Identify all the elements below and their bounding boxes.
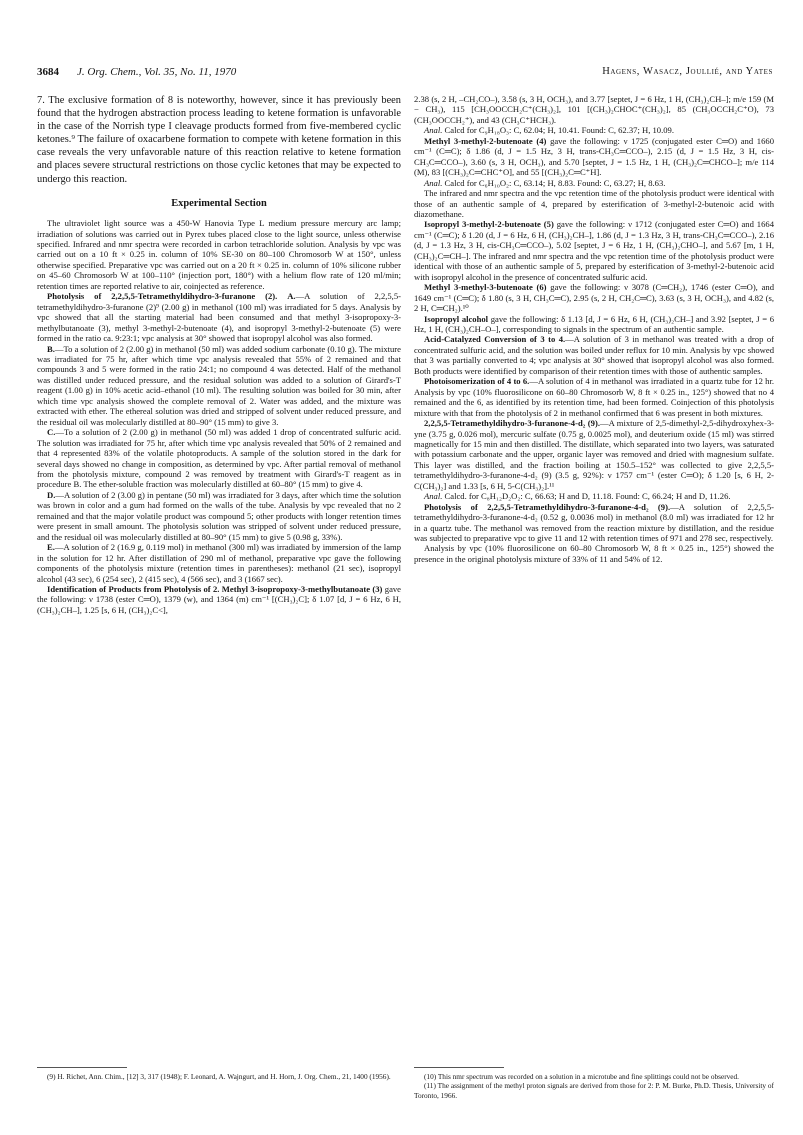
left-footnotes: [37, 1067, 401, 1081]
photoisomerization-heading: Photoisomerization of 4 to 6.: [424, 376, 530, 387]
identification-paragraph: [37, 584, 401, 615]
photolysis-9-paragraph: [414, 502, 774, 544]
acid-conversion-heading: Acid-Catalyzed Conversion of 3 to 4.: [424, 334, 566, 345]
procedure-c-paragraph: [37, 427, 401, 490]
compound-5-paragraph: [414, 219, 774, 282]
general-methods-paragraph: The ultraviolet light source was a 450-W Hanovia Type L medium pressure mercury arc lamp; irradiation of solutions was carried out in Pyrex tubes placed close to the light source, unless otherwise specified. Infrared and nmr spectra were recorded in carbon tetrachloride solution. Analysis by vpc was carried out on a 10 ft × 0.25 in. column of 10% SE-30 on 80–100 Chromosorb W at 150°, unless otherwise specified. Preparative vpc was carried out on a 20 ft × 0.25 in. column of 10% silicone rubber on 45–60 Chromosorb W at 100–110° (injection port, 180°) with a helium flow rate of 120 ml/min; retention times are reported relative to air, coinjected as reference.: [37, 218, 401, 291]
compound-6-heading: Methyl 3-methyl-3-butenoate (6): [424, 282, 547, 293]
anal-label: Anal.: [424, 125, 443, 136]
photolysis-9-heading: Photolysis of 2,2,5,5-Tetramethyldihydro-3-furanone-4-d₂ (9).: [424, 501, 671, 512]
footnote-rule: [37, 1067, 127, 1068]
deuterated-furanone-text: —A mixture of 2,5-dimethyl-2,5-dihydroxyhex-3-yne (3.75 g, 0.026 mol), mercuric sulfate (0.75 g, 0.0025 mol), and deuterium oxide (15 ml) was stirred magnetically for 15 min and then distilled. The distillate, which separated into two layers, was saturated with potassium carbonate and the upper, organic layer was removed and dried with magnesium sulfate. This layer was distilled, and the fraction boiling at 150.5–152° was collected to give 2,2,5,5-tetramethyldihydro-3-furanone-4-d₂ (9) (3.5 g, 92%): ν 1757 cm⁻¹ (ester C═O); δ 1.20 [s, 6 H, 2-C(CH₃)₂] and 1.33 [s, 6 H, 5-C(CH₃)₂].¹¹: [414, 418, 774, 491]
footnote-rule: [414, 1067, 504, 1068]
analysis-4-text: Calcd for C₆H₁₀O₂: C, 63.14; H, 8.83. Found: C, 63.27; H, 8.63.: [442, 177, 666, 188]
acid-conversion-paragraph: [414, 334, 774, 376]
procedure-d-paragraph: [37, 490, 401, 542]
compound-4-paragraph: [414, 136, 774, 178]
analysis-4-paragraph: [414, 178, 774, 188]
intro-paragraph: 7. The exclusive formation of 8 is noteworthy, however, since it has previously been found that the hydrogen abstraction process leading to ketene formation is unfavorable in the case of the Norrish type I cleavage products formed from five-membered cyclic ketones.⁹ The failure of oxacarbene formation to compete with ketene formation in this case reveals the very unfavorable nature of this reaction relative to ketene formation and places severe structural restrictions on those cyclic ketones that may be expected to undergo this reaction.: [37, 95, 401, 185]
isopropyl-alcohol-paragraph: [414, 314, 774, 335]
procedure-e-paragraph: [37, 542, 401, 584]
procedure-b-text: —To a solution of 2 (2.00 g) in methanol (50 ml) was added sodium carbonate (0.10 g). The mixture was irradiated for 75 hr, after which time vpc analysis revealed that 55% of 2 remained and that compounds 3 and 5 were formed in the ratio 24:1; no compound 4 was detected. Half of the methanol was distilled under reduced pressure, and the residual solution was added to a solution of Girard's-T reagent (1.00 g) in 10% acetic acid–ethanol (10 ml). The resulting solution was boiled for 30 min, after which time vpc analysis showed the complete removal of 2. Water was added, and the mixture was extracted with ether. The ethereal solution was dried and stripped of solvent under reduced pressure, and the residual oil was molecularly distilled at 80–90° (15 mm) to give 3.: [37, 343, 401, 427]
procedure-c-text: —To a solution of 2 (2.00 g) in methanol (50 ml) was added 1 drop of concentrated sulfuric acid. The solution was irradiated for 75 hr, after which time vpc analysis revealed that 50% of 2 remained and that 4 represented 83% of the volatile photoproducts. A sample of the solution stored in the dark for several days showed no change in composition, as determined by vpc. After partial removal of methanol from the photolysis mixture, compound 2 was removed by treatment with Girard's-T reagent as in procedure B. The ether-soluble fraction was molecularly distilled at 60–80° (15 mm) to give 4.: [37, 427, 401, 490]
identification-text: gave the following: ν 1738 (ester C═O), 1379 (w), and 1364 (m) cm⁻¹ [(CH₃)₂C]; δ 1.07 [d, J = 6 Hz, 6 H, (CH₃)₂CH–], 1.25 [s, 6 H, (CH₃)₂C<],: [37, 583, 401, 615]
deuterated-furanone-paragraph: [414, 418, 774, 491]
compound-5-heading: Isopropyl 3-methyl-2-butenoate (5): [424, 219, 554, 230]
running-authors: Hagens, Wasacz, Joullié, and Yates: [602, 66, 773, 77]
procedure-b-label: B.: [47, 343, 55, 354]
page-number: 3684: [37, 66, 59, 78]
left-column: [37, 94, 401, 615]
photoisomerization-paragraph: [414, 376, 774, 418]
photoisomerization-text: —A solution of 4 in methanol was irradiated in a quartz tube for 12 hr. Analysis by vpc (10% fluorosilicone on 60–80 Chromosorb W, 8 ft × 0.25 in., 125°) showed that no 4 remained and the 6, as identified by its retention time, had been formed. Coinjection of this photolysis mixture with that from the photolysis of 2 in methanol confirmed that 6 was present in both mixtures.: [414, 376, 775, 418]
identification-heading: Identification of Products from Photolysis of 2. Methyl 3-isopropoxy-3-methylbutanoate (3): [47, 583, 383, 594]
procedure-a-label: A.: [287, 291, 296, 302]
footnote-9: (9) H. Richet, Ann. Chim., [12] 3, 317 (1948); F. Leonard, A. Wajngurt, and H. Horn, J. Org. Chem., 21, 1400 (1956).: [47, 1072, 391, 1081]
isopropyl-alcohol-text: gave the following: δ 1.13 [d, J = 6 Hz, 6 H, (CH₃)₂CH–] and 3.92 [septet, J = 6 Hz, 1 H, (CH₃)₂CH–O–], corresponding to signals in the spectrum of an authentic sample.: [414, 313, 774, 334]
procedure-b-paragraph: [37, 344, 401, 428]
compound-4-heading: Methyl 3-methyl-2-butenoate (4): [424, 135, 547, 146]
analysis-9-text: Calcd. for C₈H₁₂D₂O₂: C, 66.63; H and D, 11.18. Found: C, 66.24; H and D, 11.26.: [442, 491, 731, 502]
compound-5-text: gave the following: ν 1712 (conjugated ester C═O) and 1664 cm⁻¹ (C═C); δ 1.20 (d, J = 6 Hz, 6 H, (CH₃)₂CH–], 1.86 (d, J = 1.3 Hz, 3 H, trans-CH₃C═CCO–), 2.16 (d, J = 1.3 Hz, 3 H, cis-CH₃C═CCO–), 5.02 [septet, J = 6 Hz, 1 H, (CH₃)₂CHO–], and 5.67 [m, 1 H, (CH₃)₂C═CH–]. The infrared and nmr spectra and the vpc retention time of the photolysis product were identical with those of an authentic sample of 5, prepared by esterification of 3-methyl-2-butenoic acid with isopropyl alcohol in the presence of concentrated sulfuric acid.: [414, 219, 774, 282]
compound-4-text: gave the following: ν 1725 (conjugated ester C═O) and 1660 cm⁻¹ (C═C); δ 1.86 (d, J = 1.5 Hz, 3 H, trans-CH₃C═CCO–), 2.15 (d, J = 1.5 Hz, 3 H, cis-CH₃C═CCO–), 3.60 (s, 3 H, OCH₃), and 5.70 [septet, J = 1.5 Hz, 1 H, (CH₃)₂C═CHCO–]; m/e 114 (M), 83 [(CH₃)₂C═CHC⁺O], and 55 [(CH₃)₂C═C⁺H].: [414, 135, 774, 178]
procedure-a-text: —A solution of 2,2,5,5-tetramethyldihydro-3-furanone (2)⁹ (2.00 g) in methanol (100 ml) was irradiated for 5 days. Analysis by vpc showed that all the starting material had been consumed and that methyl 3-isopropoxy-3-methylbutanoate (3), methyl 3-methyl-2-butenoate (4), and isopropyl 3-methyl-2-butenoate (5) were formed in the ratio ca. 9:23:1; vpc analysis at 30° showed that isopropyl alcohol was also formed.: [37, 291, 401, 344]
isopropyl-alcohol-heading: Isopropyl alcohol: [424, 313, 489, 324]
photolysis-9-text: —A solution of 2,2,5,5-tetramethyldihydro-3-furanone-4-d₂ (0.52 g, 0.0036 mol) in methanol (8.0 ml) was irradiated for 12 hr in a quartz tube. The methanol was removed from the reaction mixture by distillation, and the residue was subjected to preparative vpc to give 11 and 12 with retention times of 971 and 278 sec, respectively.: [414, 501, 774, 544]
analysis-3-paragraph: [414, 125, 774, 135]
analysis-3-text: Calcd for C₉H₁₈O₃: C, 62.04; H, 10.41. Found: C, 62.37; H, 10.09.: [442, 125, 674, 136]
footnote-11: (11) The assignment of the methyl proton signals are derived from those for 2: P. M. Burke, Ph.D. Thesis, University of Toronto, 1966.: [414, 1081, 774, 1100]
vpc-analysis-paragraph: Analysis by vpc (10% fluorosilicone on 60–80 Chromosorb W, 8 ft × 0.25 in., 125°) showed the presence in the original photolysis mixture of 33% of 11 and 54% of 12.: [414, 543, 774, 564]
procedure-c-label: C.: [47, 427, 56, 438]
right-column: [414, 94, 774, 564]
acid-conversion-text: —A solution of 3 in methanol was treated with a drop of concentrated sulfuric acid, and the solution was boiled under reflux for 10 min. Analysis by vpc showed that 3 was partially converted to 4; vpc analysis at 30° showed that isopropyl alcohol was also formed. Both products were identified by comparison of their retention times with those of authentic samples.: [414, 334, 774, 376]
procedure-d-text: —A solution of 2 (3.00 g) in pentane (50 ml) was irradiated for 3 days, after which time the solution was brown in color and a gum had formed on the walls of the tube. Analysis by vpc revealed that no 2 remained and that the major volatile product was compound 5; other products with longer retention times were present in small amount. The photolysis solution was stripped of solvent under reduced pressure, and the residual oil was molecularly distilled at 80–90° (15 mm) to give 5 (0.98 g, 33%).: [37, 489, 401, 542]
authentic-4-paragraph: The infrared and nmr spectra and the vpc retention time of the photolysis product were identical with those of an authentic sample of 4, prepared by esterification of 3-methyl-2-butenoic acid with diazomethane.: [414, 188, 774, 219]
compound-6-text: gave the following: ν 3078 (C═CH₂), 1746 (ester C═O), and 1649 cm⁻¹ (C═C); δ 1.80 (s, 3 H, CH₃C═C), 2.95 (s, 2 H, CH₂C═C), 3.63 (s, 3 H, OCH₃), and 4.82 (s, 2 H, C═CH₂).¹⁰: [414, 282, 774, 314]
analysis-9-paragraph: [414, 491, 774, 501]
anal-label: Anal.: [424, 177, 443, 188]
procedure-e-label: E.: [47, 542, 55, 553]
deuterated-furanone-heading: 2,2,5,5-Tetramethyldihydro-3-furanone-4-d₂ (9).: [424, 418, 600, 429]
journal-citation: J. Org. Chem., Vol. 35, No. 11, 1970: [77, 66, 237, 78]
photolysis-heading: Photolysis of 2,2,5,5-Tetramethyldihydro-3-furanone (2).: [47, 291, 278, 302]
procedure-e-text: —A solution of 2 (16.9 g, 0.119 mol) in methanol (300 ml) was irradiated by immersion of the lamp in the solution for 12 hr. After distillation of 290 ml of methanol, preparative vpc gave the following components of the photolysis mixture (retention times in parentheses): methanol (21 sec), isopropyl alcohol (43 sec), 6 (254 sec), 2 (415 sec), 4 (566 sec), and 3 (1667 sec).: [37, 542, 401, 584]
anal-label: Anal.: [424, 491, 443, 502]
footnote-10: (10) This nmr spectrum was recorded on a solution in a microtube and fine splittings could not be observed.: [424, 1072, 739, 1081]
photolysis-heading-paragraph: [37, 291, 401, 343]
compound-6-paragraph: [414, 282, 774, 313]
procedure-d-label: D.: [47, 489, 56, 500]
right-footnotes: [414, 1067, 774, 1100]
section-title: Experimental Section: [171, 197, 267, 209]
running-header: [37, 66, 773, 82]
continued-paragraph: 2.38 (s, 2 H, –CH₂CO–), 3.58 (s, 3 H, OCH₃), and 3.77 [septet, J = 6 Hz, 1 H, (CH₃)₂CH–]; m/e 159 (M − CH₃), 115 [CH₃OOCCH₂C⁺(CH₃)₂], 101 [(CH₃)₂CHOC⁺(CH₃)₂], 85 (CH₃OCCH₂C⁺O), 73 (CH₃OOCCH₂⁺), and 43 (CH₃C⁺HCH₃).: [414, 94, 774, 125]
